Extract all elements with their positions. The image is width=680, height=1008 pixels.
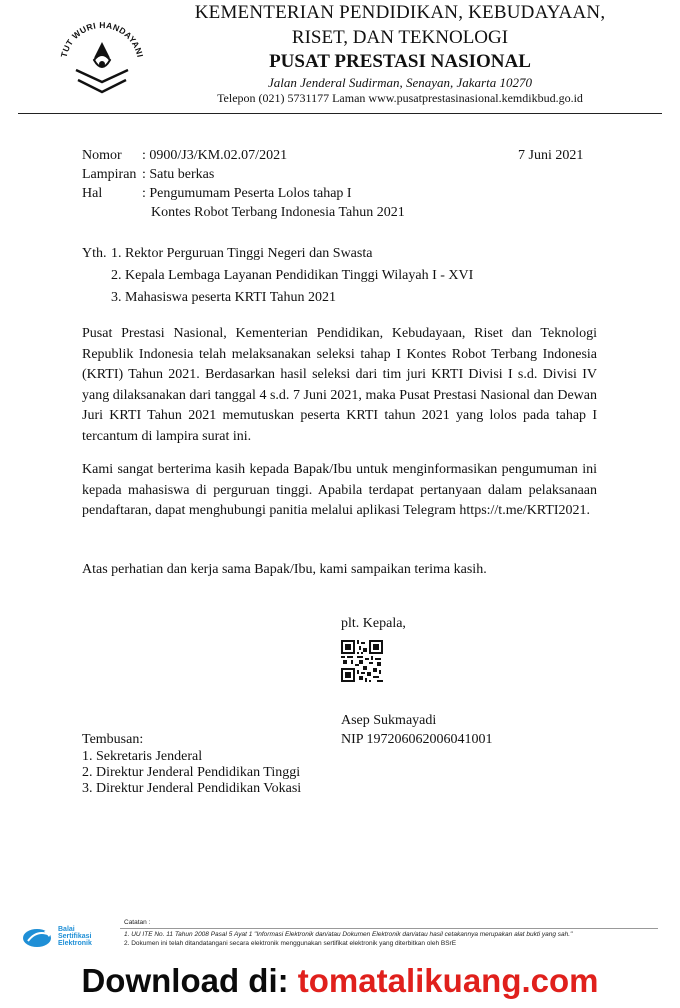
body-paragraph-3: Atas perhatian dan kerja sama Bapak/Ibu, kami sampaikan terima kasih. xyxy=(82,562,487,577)
signer-nip: NIP 197206062006041001 xyxy=(341,732,493,747)
download-label: Download di: xyxy=(81,962,289,999)
bsre-name-line: Sertifikasi xyxy=(58,933,92,940)
letter-date: 7 Juni 2021 xyxy=(518,148,584,163)
recipient-item: 1. Rektor Perguruan Tinggi Negeri dan Swasta xyxy=(111,246,373,261)
cc-item: 2. Direktur Jenderal Pendidikan Tinggi xyxy=(82,765,301,780)
bsre-logo-icon xyxy=(22,927,56,949)
nomor-value: : 0900/J3/KM.02.07/2021 xyxy=(142,148,288,163)
cc-label: Tembusan: xyxy=(82,732,144,747)
hal-value-line1: : Pengumumam Peserta Lolos tahap I xyxy=(142,186,352,201)
download-banner xyxy=(0,962,680,1000)
office-contact: Telepon (021) 5731177 Laman www.pusatprestasinasional.kemdikbud.go.id xyxy=(217,91,583,105)
lampiran-label: Lampiran xyxy=(82,167,137,182)
download-site-link[interactable]: tomatalikuang.com xyxy=(297,962,599,999)
tut-wuri-handayani-logo xyxy=(52,20,152,100)
nomor-label: Nomor xyxy=(82,148,122,163)
letterhead-divider xyxy=(18,113,662,114)
office-address: Jalan Jenderal Sudirman, Senayan, Jakarta 10270 xyxy=(268,75,532,90)
bsre-name-line: Balai xyxy=(58,926,75,933)
bsre-name xyxy=(58,926,92,947)
footer-note-2: 2. Dokumen ini telah ditandatangani secara elektronik menggunakan sertifikat elektronik yang diterbitkan oleh BSrE xyxy=(124,940,457,947)
ministry-name-line2: RISET, DAN TEKNOLOGI xyxy=(291,27,509,48)
hal-value-line2: Kontes Robot Terbang Indonesia Tahun 2021 xyxy=(151,205,405,220)
hal-label: Hal xyxy=(82,186,103,201)
recipient-item: 2. Kepala Lembaga Layanan Pendidikan Tinggi Wilayah I - XVI xyxy=(111,268,474,283)
footer-notes-label: Catatan : xyxy=(124,919,151,926)
logo-motto: TUT WURI HANDAYANI xyxy=(58,20,146,59)
recipients-prefix: Yth. xyxy=(82,246,107,261)
signature-title: plt. Kepala, xyxy=(341,616,406,631)
body-paragraph-1: Pusat Prestasi Nasional, Kementerian Pendidikan, Kebudayaan, Riset dan Teknologi Republik Indonesia telah melaksanakan seleksi tahap I Kontes Robot Terbang Indonesia (KRTI) Tahun 2021. Berdasarkan hasil seleksi dari tim juri KRTI Divisi I s.d. Divisi IV yang dilaksanakan dari tanggal 4 s.d. 7 Juni 2021, maka Pusat Prestasi Nasional dan Dewan Juri KRTI Tahun 2021 memutuskan peserta KRTI tahun 2021 yang lolos pada tahap I tercantum di lampira surat ini. xyxy=(82,326,597,444)
ministry-name-line1: KEMENTERIAN PENDIDIKAN, KEBUDAYAAN, xyxy=(194,2,606,23)
body-paragraph-2: Kami sangat berterima kasih kepada Bapak/Ibu untuk menginformasikan pengumuman ini kepada mahasiswa di perguruan tinggi. Apabila terdapat pertanyaan dalam pelaksanaan pendaftaran, dapat menghubungi panitia melalui aplikasi Telegram https://t.me/KRTI2021. xyxy=(82,462,597,518)
office-name: PUSAT PRESTASI NASIONAL xyxy=(269,51,531,72)
lampiran-value: : Satu berkas xyxy=(142,167,215,182)
cc-item: 1. Sekretaris Jenderal xyxy=(82,749,203,764)
signer-name: Asep Sukmayadi xyxy=(341,713,437,728)
footer-note-1: 1. UU ITE No. 11 Tahun 2008 Pasal 5 Ayat 1 "Informasi Elektronik dan/atau Dokumen Elektronik dan/atau hasil cetakannya merupakan alat bukti yang sah." xyxy=(124,931,573,938)
footer-divider xyxy=(120,928,658,929)
bsre-name-line: Elektronik xyxy=(58,940,92,947)
recipient-item: 3. Mahasiswa peserta KRTI Tahun 2021 xyxy=(111,290,336,305)
qr-code xyxy=(341,640,383,682)
cc-item: 3. Direktur Jenderal Pendidikan Vokasi xyxy=(82,781,302,796)
